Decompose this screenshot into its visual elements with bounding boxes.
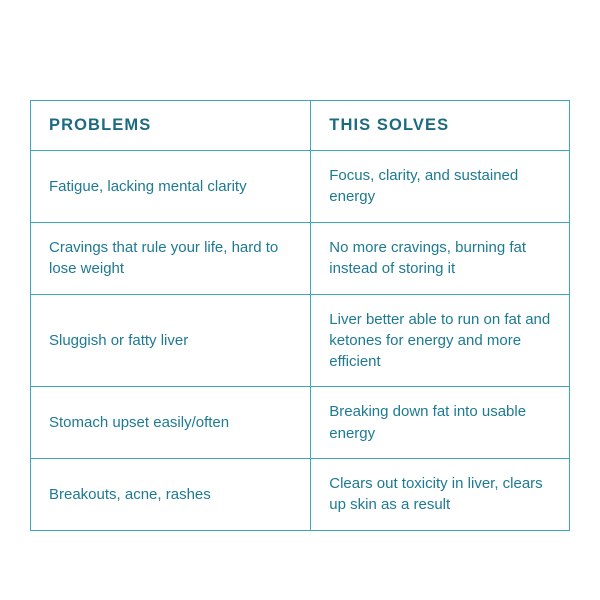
- table-header-row: [31, 101, 570, 151]
- column-header-problems: PROBLEMS: [31, 101, 311, 151]
- cell-solves: No more cravings, burning fat instead of storing it: [311, 222, 570, 294]
- table-body: [31, 151, 570, 531]
- cell-solves: Clears out toxicity in liver, clears up skin as a result: [311, 459, 570, 531]
- table-row: [31, 387, 570, 459]
- cell-problem: Cravings that rule your life, hard to lose weight: [31, 222, 311, 294]
- table-header: [31, 101, 570, 151]
- cell-problem: Stomach upset easily/often: [31, 387, 311, 459]
- table-row: [31, 151, 570, 223]
- cell-solves: Liver better able to run on fat and ketones for energy and more efficient: [311, 294, 570, 387]
- cell-problem: Sluggish or fatty liver: [31, 294, 311, 387]
- comparison-table-container: [30, 100, 570, 531]
- cell-problem: Fatigue, lacking mental clarity: [31, 151, 311, 223]
- cell-solves: Focus, clarity, and sustained energy: [311, 151, 570, 223]
- table-row: [31, 459, 570, 531]
- column-header-this-solves: THIS SOLVES: [311, 101, 570, 151]
- comparison-table: [30, 100, 570, 531]
- table-row: [31, 222, 570, 294]
- cell-problem: Breakouts, acne, rashes: [31, 459, 311, 531]
- table-row: [31, 294, 570, 387]
- cell-solves: Breaking down fat into usable energy: [311, 387, 570, 459]
